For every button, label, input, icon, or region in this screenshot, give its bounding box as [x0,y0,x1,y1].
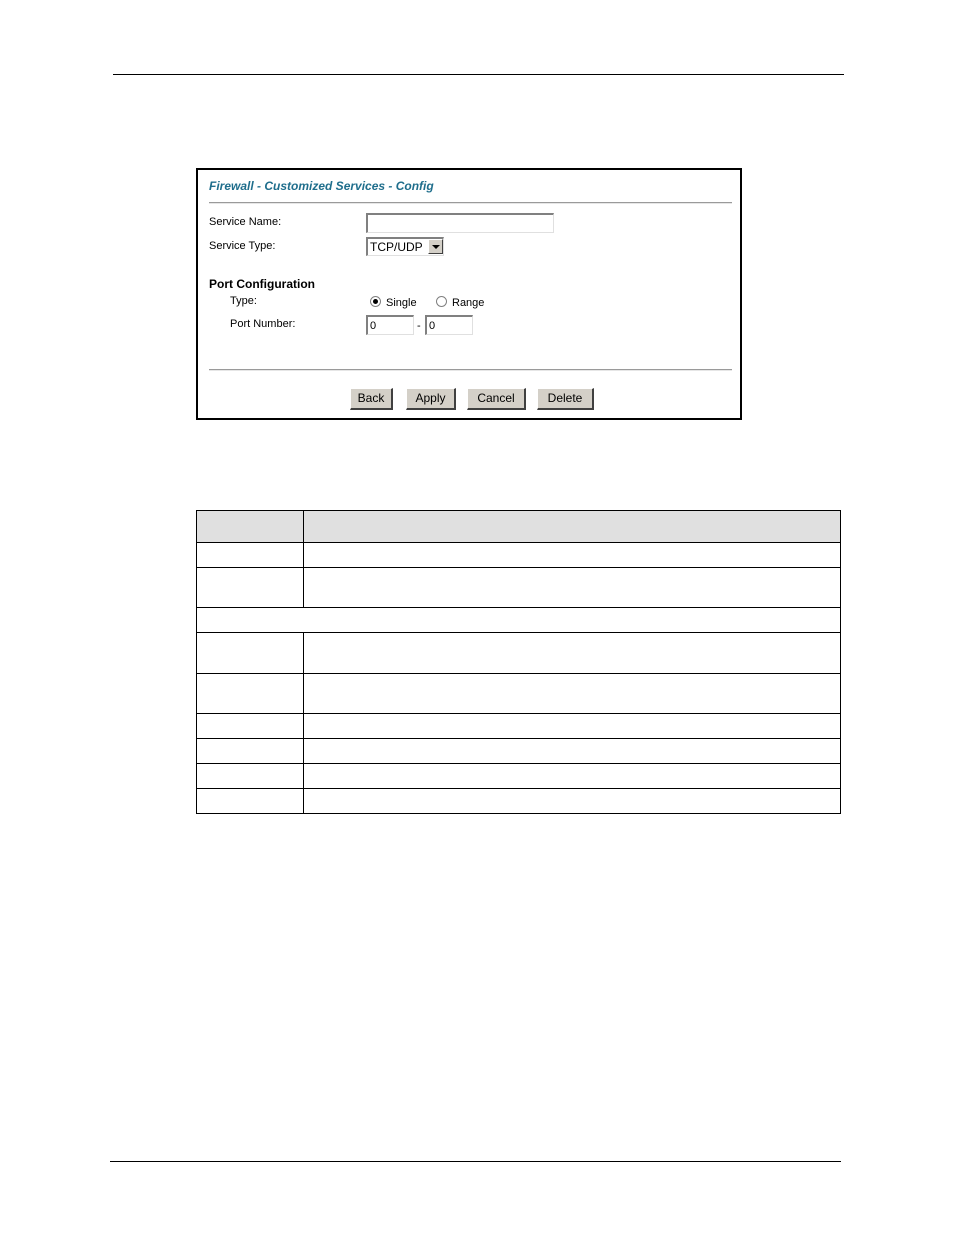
table-cell-label [197,789,304,814]
service-type-label: Service Type: [209,240,276,252]
apply-button[interactable]: Apply [406,388,456,410]
table-header-description [304,511,841,543]
table-cell-label [197,739,304,764]
table-cell-label [197,568,304,608]
table-row [197,568,841,608]
delete-button[interactable]: Delete [537,388,594,410]
table-cell-label [197,543,304,568]
type-label: Type: [230,295,257,307]
table-cell-description [304,714,841,739]
button-divider [209,369,732,371]
radio-single-label: Single [386,297,417,309]
service-type-select[interactable] [366,237,444,256]
table-row [197,674,841,714]
table-cell-label [197,764,304,789]
service-name-input[interactable] [366,213,554,233]
cancel-button[interactable]: Cancel [467,388,526,410]
table-cell-label [197,714,304,739]
table-cell-label [197,674,304,714]
table-row [197,714,841,739]
radio-range[interactable] [436,296,447,307]
header-rule [113,74,844,75]
back-button[interactable]: Back [350,388,393,410]
port-configuration-heading: Port Configuration [209,277,315,291]
table-row [197,764,841,789]
service-name-label: Service Name: [209,216,282,228]
footer-rule [110,1161,841,1162]
table-header-row [197,511,841,543]
table-cell-description [304,764,841,789]
table-cell-label [197,633,304,674]
table-cell-description [304,543,841,568]
title-divider [209,202,732,204]
table-row [197,633,841,674]
table-row [197,739,841,764]
table-cell-description [304,739,841,764]
table-section-row [197,608,841,633]
table-cell-description [304,568,841,608]
port-start-input[interactable]: 0 [366,315,414,335]
config-panel [196,168,742,420]
description-table [196,510,841,814]
table-header-label [197,511,304,543]
table-cell-description [304,789,841,814]
table-row [197,789,841,814]
table-cell-description [304,633,841,674]
chevron-down-icon[interactable] [428,239,443,254]
radio-range-label: Range [452,297,485,309]
panel-title: Firewall - Customized Services - Config [209,179,434,193]
port-separator: - [417,320,421,332]
service-type-value: TCP/UDP [370,240,423,254]
radio-single[interactable] [370,296,381,307]
port-end-input[interactable]: 0 [425,315,473,335]
table-row [197,543,841,568]
port-number-label: Port Number: [230,318,296,330]
table-cell-description [304,674,841,714]
table-section-cell [197,608,841,633]
